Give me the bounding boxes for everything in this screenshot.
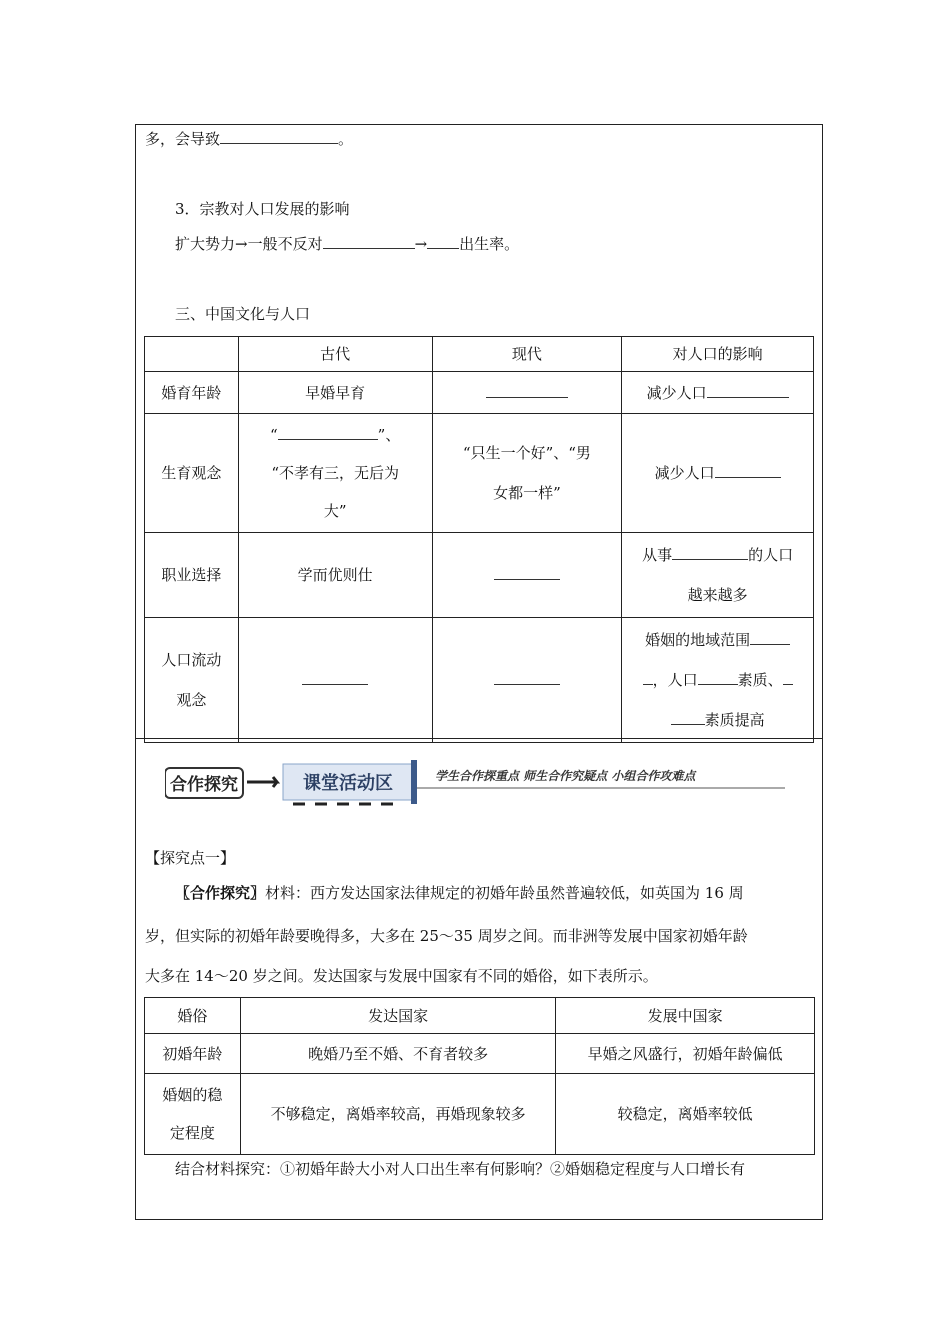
text: → [414,235,428,253]
text: 减少人口 [646,383,707,402]
header-cell [145,337,239,372]
explore-point-title: 【探究点一】 [145,849,236,867]
explore-question: 结合材料探究：①初婚年龄大小对人口出生率有何影响？②婚姻稳定程度与人口增长有 [175,1160,746,1178]
header-cell: 发达国家 [240,998,556,1034]
section3-title: 三、中国文化与人口 [175,305,311,323]
activity-banner [165,760,785,808]
banner-center-text: 课堂活动区 [303,773,393,794]
text: 女都一样” [493,484,561,502]
text: 出生率。 [459,235,520,253]
item3-title: 3．宗教对人口发展的影响 [175,200,350,218]
text: 大” [323,502,347,520]
text: 素质、 [737,671,783,689]
blank-field[interactable] [427,234,459,249]
row-label [145,1074,241,1155]
text: 扩大势力→一般不反对 [175,235,323,253]
text: “ [270,426,278,444]
header-cell: 现代 [432,337,622,372]
cell: 早婚之风盛行，初婚年龄偏低 [556,1034,815,1074]
blank-field[interactable] [707,383,789,398]
blank-field[interactable] [671,710,705,725]
cell [432,372,622,414]
text: 人口流动 [161,651,222,669]
explore-para3: 大多在 14～20 岁之间。发达国家与发展中国家有不同的婚俗，如下表所示。 [145,967,658,985]
cell [622,533,814,618]
text: 素质提高 [704,711,765,729]
text: ，人口 [652,671,698,689]
explore-para1 [175,882,744,903]
blank-field[interactable] [698,670,738,685]
blank-field[interactable] [486,383,568,398]
cell [622,372,814,414]
line-consequence [145,128,353,149]
cell [432,533,622,618]
text: 婚姻的稳 [162,1086,223,1104]
table-row [145,1034,815,1074]
culture-table [144,336,814,743]
text: 婚姻的地域范围 [645,631,751,649]
table-row [145,414,814,533]
cell [622,618,814,743]
text: 多，会导致 [145,130,221,148]
cell [238,414,432,533]
header-cell: 古代 [238,337,432,372]
row-label [145,618,239,743]
cell: 早婚早育 [238,372,432,414]
explore-lead: 〖合作探究〗 [175,884,266,902]
cell: 不够稳定，离婚率较高，再婚现象较多 [240,1074,556,1155]
banner-right-text: 学生合作探重点 师生合作究疑点 小组合作攻难点 [435,769,696,783]
text: 从事 [642,546,673,564]
banner-graphic [165,760,785,808]
blank-field[interactable] [278,425,378,440]
text: 越来越多 [687,586,748,604]
cell [622,414,814,533]
header-cell: 婚俗 [145,998,241,1034]
table-row [145,618,814,743]
banner-separator [411,760,417,804]
blank-field[interactable] [643,670,653,685]
text: 观念 [176,691,207,709]
explore-para2: 岁，但实际的初婚年龄要晚得多，大多在 25～35 周岁之间。而非洲等发展中国家初婚年龄 [145,927,748,945]
banner-left-text: 合作探究 [170,775,238,795]
text: 。 [338,130,354,148]
text: 材料：西方发达国家法律规定的初婚年龄虽然普遍较低，如英国为 16 周 [265,884,744,902]
blank-field[interactable] [220,129,338,144]
arrow-icon [247,777,277,787]
text: 减少人口 [654,464,715,482]
cell [432,618,622,743]
blank-field[interactable] [672,545,748,560]
blank-field[interactable] [323,234,415,249]
cell: 学而优则仕 [238,533,432,618]
row-label: 初婚年龄 [145,1034,241,1074]
blank-field[interactable] [494,565,560,580]
table-header-row [145,998,815,1034]
row-label: 职业选择 [145,533,239,618]
text: “不孝有三，无后为 [271,464,400,482]
header-cell: 对人口的影响 [622,337,814,372]
item3-line [175,233,519,254]
blank-field[interactable] [302,670,368,685]
marriage-table [144,997,815,1155]
header-cell: 发展中国家 [556,998,815,1034]
row-label: 生育观念 [145,414,239,533]
row-label: 婚育年龄 [145,372,239,414]
cell: 晚婚乃至不婚、不育者较多 [240,1034,556,1074]
text: 定程度 [169,1124,215,1142]
text: 的人口 [748,546,794,564]
blank-field[interactable] [783,670,793,685]
table-row [145,533,814,618]
blank-field[interactable] [494,670,560,685]
table-row [145,372,814,414]
table-header-row [145,337,814,372]
text: “只生一个好”、“男 [462,444,591,462]
cell: 较稳定，离婚率较低 [556,1074,815,1155]
cell [238,618,432,743]
table-row [145,1074,815,1155]
blank-field[interactable] [750,630,790,645]
blank-field[interactable] [715,463,781,478]
text: ”、 [377,426,401,444]
cell [432,414,622,533]
